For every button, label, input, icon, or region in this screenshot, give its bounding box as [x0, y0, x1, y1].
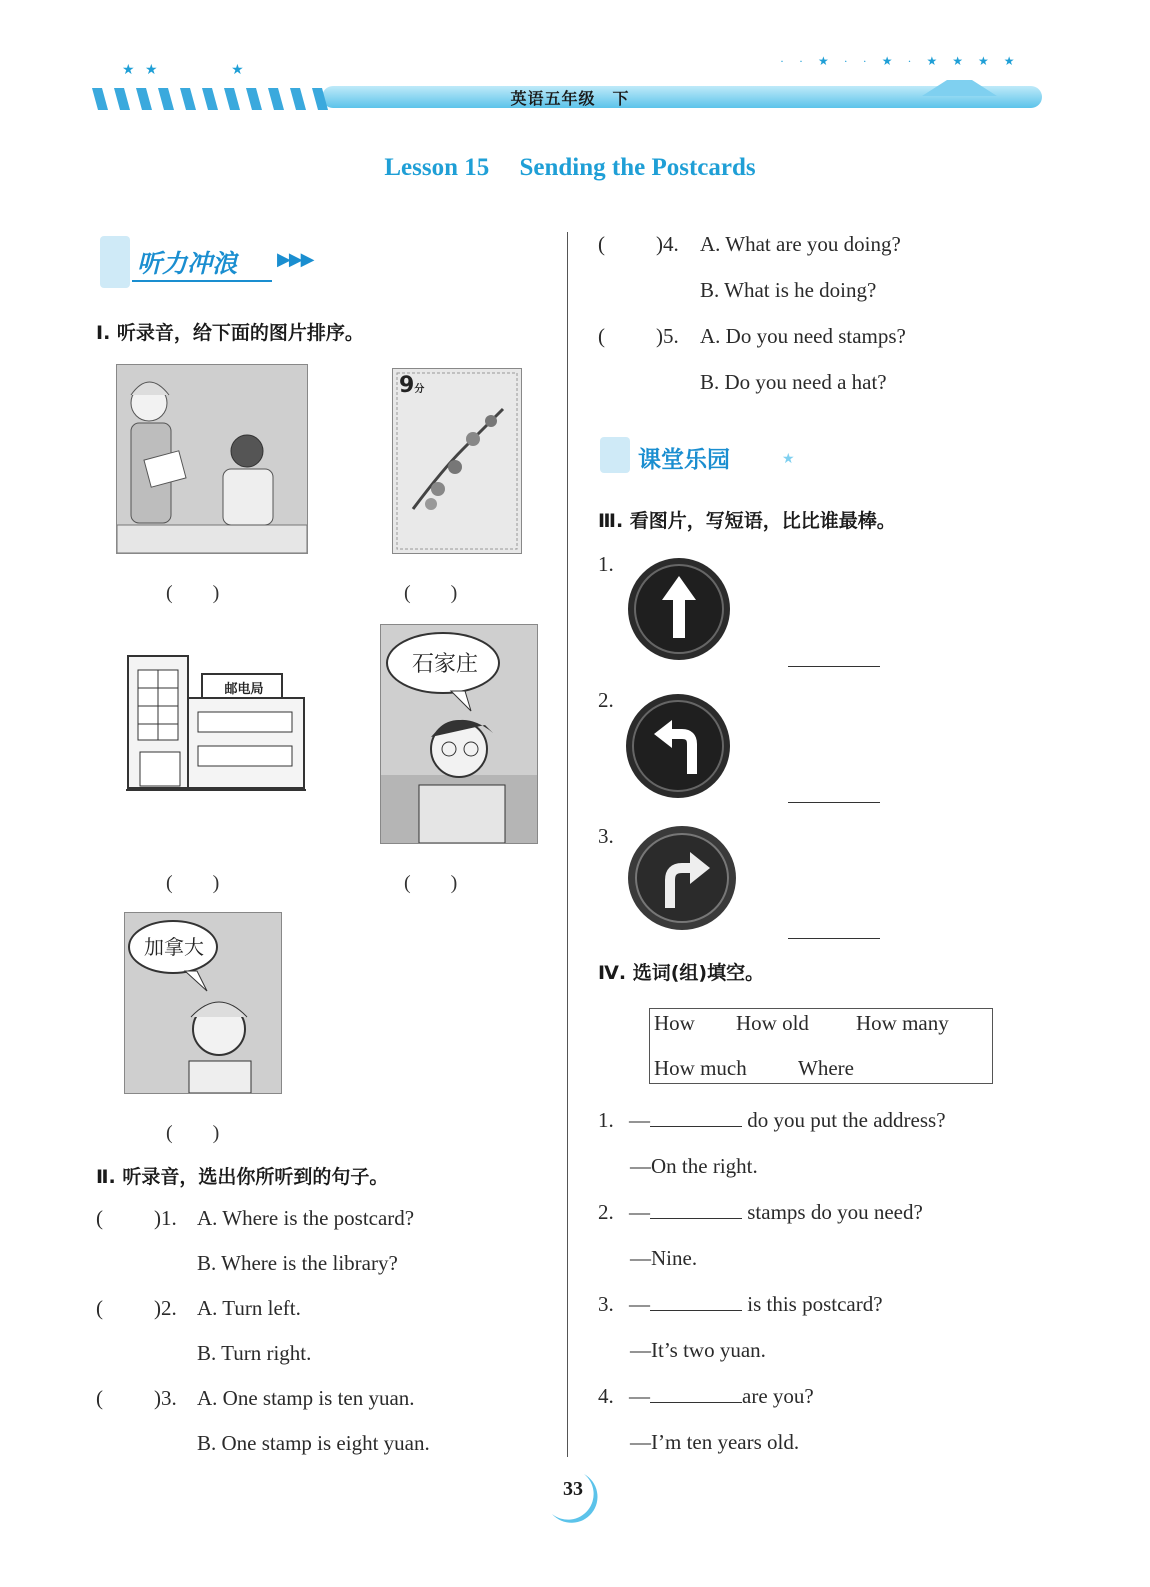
q1-paren-2: ( ) [404, 582, 458, 604]
q4-item-2-blank[interactable] [650, 1200, 742, 1219]
listening-logo-text: 听力冲浪 [137, 249, 238, 278]
q1-paren-1: ( ) [166, 582, 220, 604]
q4-item-4-after: are you? [742, 1384, 814, 1408]
straight-ahead-sign-icon [626, 556, 732, 662]
q1-heading: Ⅰ. 听录音，给下面的图片排序。 [96, 322, 364, 344]
q2-item-2-open: ( [96, 1296, 103, 1320]
q2-heading: Ⅱ. 听录音，选出你所听到的句子。 [96, 1166, 389, 1188]
q4-item-3-num: 3. [598, 1292, 614, 1316]
q2-item-4-num: )4. [656, 232, 679, 256]
q2-item-1-open: ( [96, 1206, 103, 1230]
q2-item-3-open: ( [96, 1386, 103, 1410]
picture-post-office-building [126, 652, 306, 792]
q3-answer-line-2[interactable] [788, 802, 880, 803]
q4-item-3-blank[interactable] [650, 1292, 742, 1311]
q3-item-1-num: 1. [598, 552, 614, 576]
listening-section-logo [92, 232, 352, 292]
q4-item-4-answer: —I’m ten years old. [630, 1430, 800, 1454]
q2-item-1-num: )1. [154, 1206, 177, 1230]
q2-item-3-a: A. One stamp is ten yuan. [197, 1386, 415, 1410]
column-divider [567, 232, 568, 1457]
q3-heading: Ⅲ. 看图片，写短语，比比谁最棒。 [598, 510, 896, 532]
page-number: 33 [563, 1478, 583, 1500]
stamp-value: 9 [399, 373, 415, 398]
word-where: Where [798, 1056, 854, 1080]
q2-item-1-b: B. Where is the library? [197, 1251, 398, 1275]
lesson-title [0, 154, 1140, 182]
q3-answer-line-1[interactable] [788, 666, 880, 667]
logo-decor [600, 437, 630, 473]
q2-item-5-b: B. Do you need a hat? [700, 370, 887, 394]
picture-boy-shijiazhuang [380, 624, 538, 844]
word-how-old: How old [736, 1011, 809, 1035]
q2-item-4-open: ( [598, 232, 605, 256]
bubble-canada: 加拿大 [144, 937, 204, 959]
picture-stamp [392, 368, 522, 554]
bubble-shijiazhuang: 石家庄 [411, 651, 478, 676]
q4-item-4-blank[interactable] [650, 1384, 742, 1403]
q4-item-3-dash: — [629, 1292, 650, 1316]
word-bank-box [649, 1008, 993, 1084]
classroom-section-logo [596, 425, 816, 485]
word-how-much: How much [654, 1056, 747, 1080]
q3-item-2-num: 2. [598, 688, 614, 712]
q2-item-5-a: A. Do you need stamps? [700, 324, 906, 348]
header-stars-right: · · ★ · · ★ · ★ ★ ★ ★ [780, 54, 1021, 68]
lesson-number: Lesson 15 [384, 154, 490, 181]
q4-item-1-after: do you put the address? [742, 1108, 946, 1132]
stamp-unit: 分 [414, 384, 425, 395]
logo-underline [132, 280, 272, 282]
q4-item-3-after: is this postcard? [742, 1292, 883, 1316]
q2-item-3-num: )3. [154, 1386, 177, 1410]
turn-left-sign-icon [624, 692, 732, 800]
star-icon: ★ [782, 451, 795, 467]
q4-item-3 [598, 1292, 883, 1317]
word-how: How [654, 1011, 695, 1035]
classroom-logo-text: 课堂乐园 [638, 447, 730, 473]
q3-item-3-num: 3. [598, 824, 614, 848]
q1-paren-3: ( ) [166, 872, 220, 894]
q4-item-1-answer: —On the right. [630, 1154, 758, 1178]
q4-heading: Ⅳ. 选词(组)填空。 [598, 962, 765, 984]
picture-post-office-counter [116, 364, 308, 554]
q2-item-4-a: A. What are you doing? [700, 232, 901, 256]
arrows-icon: ▶▶▶ [277, 249, 313, 270]
q2-item-5-num: )5. [656, 324, 679, 348]
q2-item-1-a: A. Where is the postcard? [197, 1206, 415, 1230]
q4-item-4-num: 4. [598, 1384, 614, 1408]
q4-item-1 [598, 1108, 946, 1133]
picture-girl-canada [124, 912, 282, 1094]
q4-item-2-after: stamps do you need? [742, 1200, 923, 1224]
building-sign: 邮电局 [224, 682, 264, 697]
q2-item-3-b: B. One stamp is eight yuan. [197, 1431, 430, 1455]
q4-item-2 [598, 1200, 923, 1225]
q2-item-4-b: B. What is he doing? [700, 278, 877, 302]
q4-item-4-dash: — [629, 1384, 650, 1408]
q2-item-5-open: ( [598, 324, 605, 348]
word-how-many: How many [856, 1011, 949, 1035]
lesson-name: Sending the Postcards [519, 154, 756, 181]
q4-item-2-num: 2. [598, 1200, 614, 1224]
header-title: 英语五年级 下 [510, 89, 630, 108]
q4-item-1-blank[interactable] [650, 1108, 742, 1127]
q4-item-2-dash: — [629, 1200, 650, 1224]
q4-item-1-num: 1. [598, 1108, 614, 1132]
q2-item-2-num: )2. [154, 1296, 177, 1320]
turn-right-sign-icon [626, 824, 738, 932]
q4-item-3-answer: —It’s two yuan. [630, 1338, 766, 1362]
logo-decor [100, 236, 130, 288]
q1-paren-5: ( ) [166, 1122, 220, 1144]
q3-answer-line-3[interactable] [788, 938, 880, 939]
q1-paren-4: ( ) [404, 872, 458, 894]
q2-item-2-b: B. Turn right. [197, 1341, 312, 1365]
header-stars-left: ★ ★ ★ [122, 63, 244, 78]
q4-item-4 [598, 1384, 814, 1409]
q2-item-2-a: A. Turn left. [197, 1296, 301, 1320]
q4-item-2-answer: —Nine. [630, 1246, 698, 1270]
q4-item-1-dash: — [629, 1108, 650, 1132]
